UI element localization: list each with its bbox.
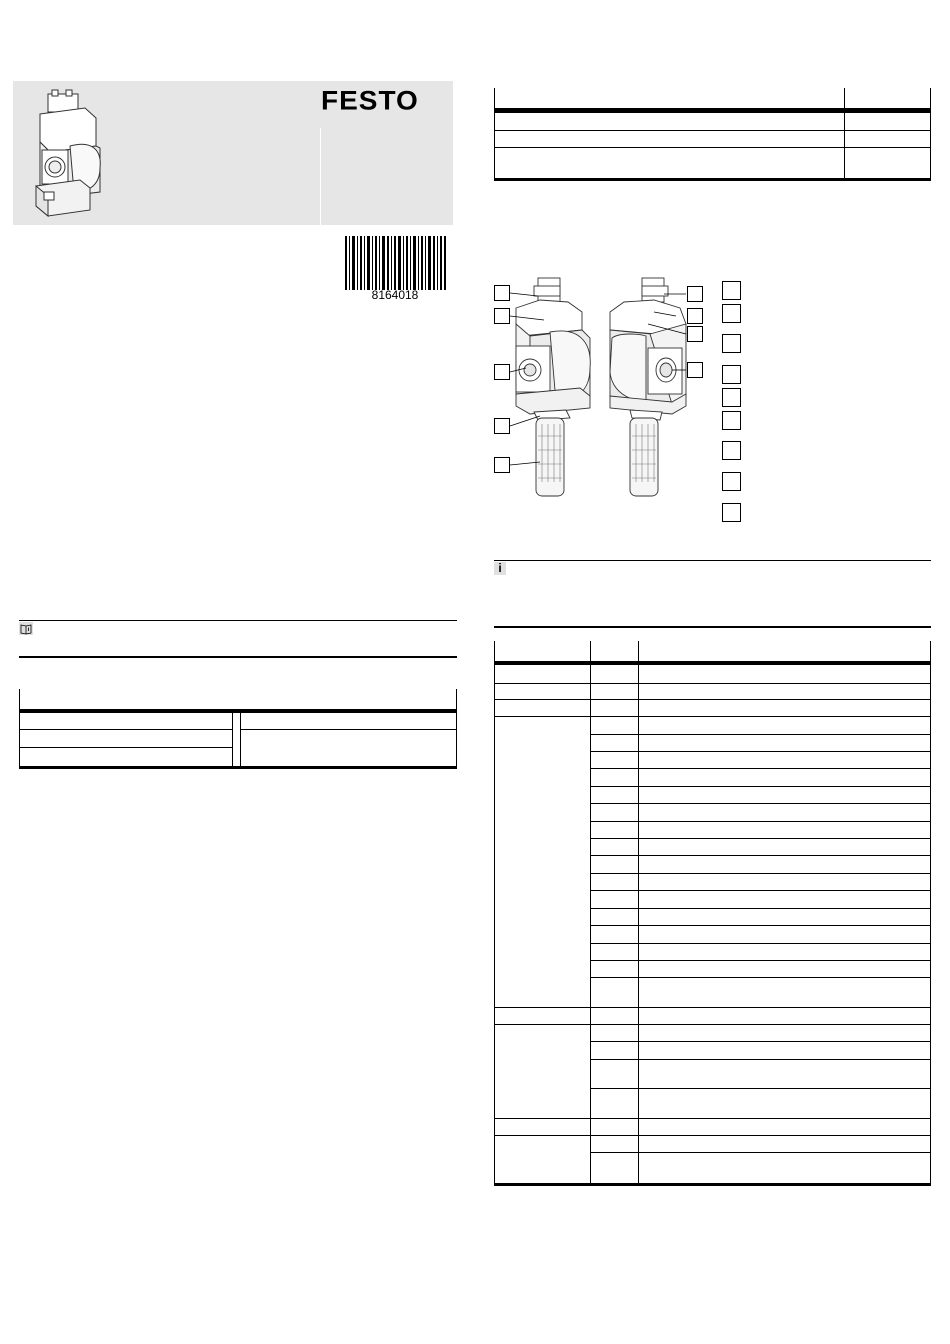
table-row bbox=[590, 873, 931, 874]
callout-box bbox=[494, 285, 510, 301]
table-row bbox=[590, 821, 931, 822]
table-row bbox=[494, 130, 931, 131]
callout-box bbox=[687, 326, 703, 342]
legend-box bbox=[722, 334, 741, 353]
table-row bbox=[590, 890, 931, 891]
table-row bbox=[590, 1059, 931, 1060]
table-border bbox=[844, 88, 845, 181]
book-icon bbox=[19, 622, 33, 635]
callout-box bbox=[494, 418, 510, 434]
table-row bbox=[494, 699, 931, 700]
table-row bbox=[590, 925, 931, 926]
table-border bbox=[930, 641, 931, 1186]
legend-box bbox=[722, 441, 741, 460]
barcode-number: 8164018 bbox=[371, 288, 419, 302]
table-row bbox=[590, 734, 931, 735]
header-divider bbox=[320, 128, 321, 225]
table-row bbox=[494, 1024, 931, 1025]
table-row bbox=[590, 943, 931, 944]
table-border bbox=[590, 641, 591, 1186]
legend-box bbox=[722, 503, 741, 522]
table-bottom-rule bbox=[494, 178, 931, 181]
table-row bbox=[590, 855, 931, 856]
table-row bbox=[590, 751, 931, 752]
table-border bbox=[494, 641, 495, 1186]
table-row bbox=[590, 803, 931, 804]
divider bbox=[19, 620, 457, 621]
table-row bbox=[494, 716, 931, 717]
table-row bbox=[590, 908, 931, 909]
table-border bbox=[232, 713, 233, 766]
legend-box bbox=[722, 281, 741, 300]
callout-box bbox=[687, 286, 703, 302]
legend-box bbox=[722, 472, 741, 491]
table-border bbox=[240, 713, 241, 766]
callout-box bbox=[494, 308, 510, 324]
table-row bbox=[590, 1088, 931, 1089]
table-row bbox=[590, 960, 931, 961]
product-diagram-icon bbox=[490, 272, 720, 502]
table-header-rule bbox=[494, 661, 931, 665]
table-row bbox=[494, 683, 931, 684]
table-border bbox=[930, 88, 931, 181]
festo-logo: FESTO bbox=[321, 85, 419, 116]
table-row bbox=[590, 977, 931, 978]
product-image-icon bbox=[30, 88, 110, 220]
table-bottom-rule bbox=[19, 766, 457, 769]
table-header-rule bbox=[19, 709, 457, 713]
legend-box bbox=[722, 304, 741, 323]
divider bbox=[19, 656, 457, 658]
table-bottom-rule bbox=[494, 1183, 931, 1186]
table-row bbox=[19, 747, 232, 748]
callout-box bbox=[494, 364, 510, 380]
table-row bbox=[590, 1152, 931, 1153]
table-row bbox=[494, 1135, 931, 1136]
legend-box bbox=[722, 388, 741, 407]
table-border bbox=[494, 88, 495, 181]
callout-box bbox=[494, 457, 510, 473]
legend-box bbox=[722, 411, 741, 430]
table-row bbox=[590, 768, 931, 769]
table-row bbox=[494, 1007, 931, 1008]
divider bbox=[494, 560, 931, 561]
table-row bbox=[494, 1118, 931, 1119]
table-row bbox=[240, 729, 457, 730]
legend-box bbox=[722, 365, 741, 384]
table-row bbox=[494, 147, 931, 148]
table-row bbox=[590, 1041, 931, 1042]
table-border bbox=[638, 641, 639, 1186]
table-header-rule bbox=[494, 108, 931, 113]
info-icon: i bbox=[494, 562, 506, 575]
divider bbox=[494, 626, 931, 628]
table-row bbox=[590, 786, 931, 787]
table-row bbox=[19, 729, 232, 730]
callout-box bbox=[687, 362, 703, 378]
table-row bbox=[590, 838, 931, 839]
callout-box bbox=[687, 308, 703, 324]
